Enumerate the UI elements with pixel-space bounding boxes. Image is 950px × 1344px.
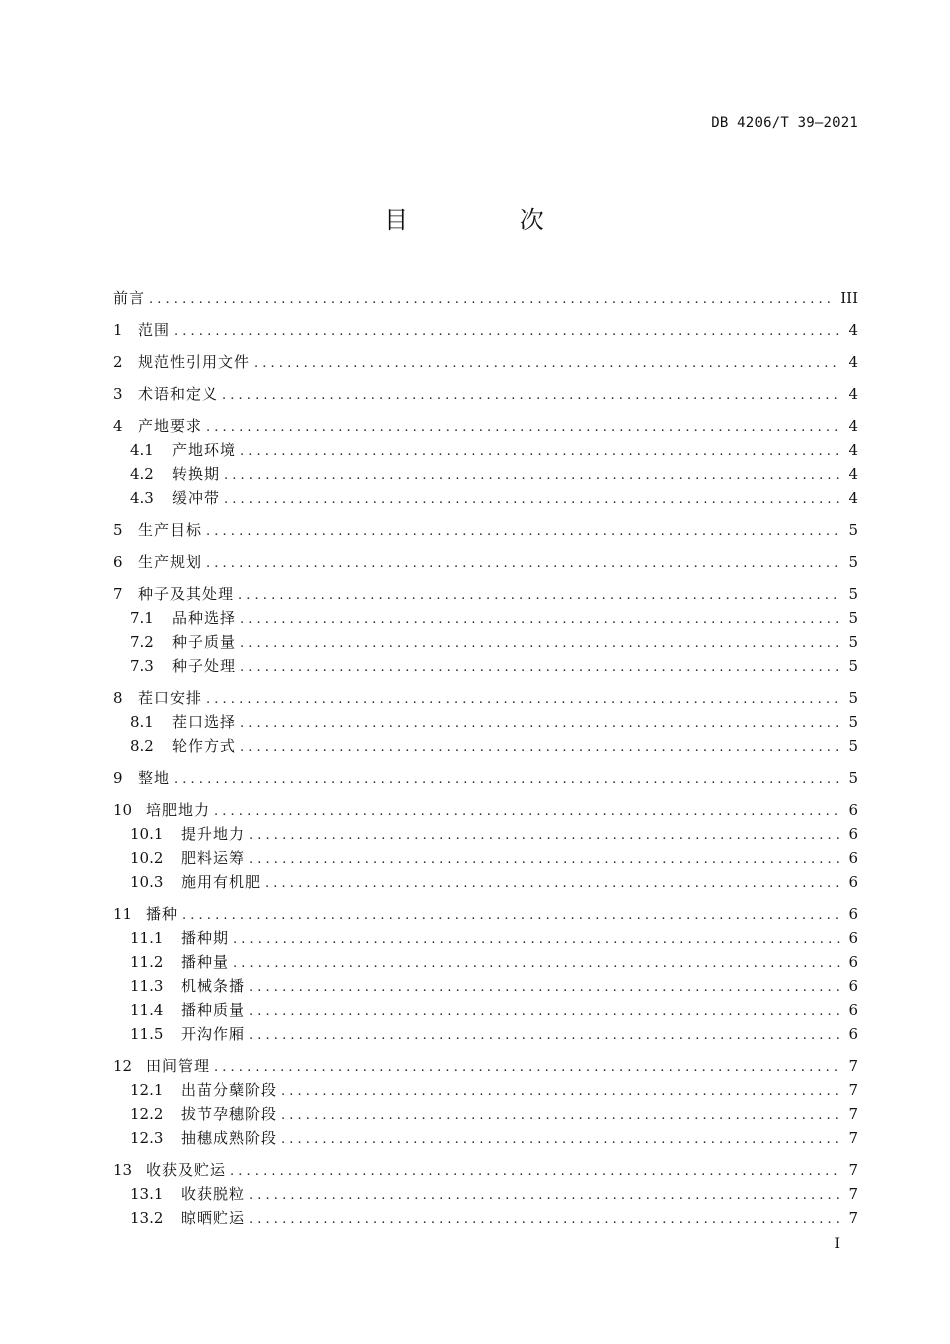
toc-entry[interactable] <box>113 582 858 606</box>
toc-entry[interactable] <box>113 1102 858 1126</box>
toc-leader-dots <box>281 1128 842 1152</box>
toc-leader-dots <box>249 1208 842 1232</box>
toc-entry-number: 13.2 <box>130 1209 164 1227</box>
toc-entry[interactable] <box>113 822 858 846</box>
toc-leader-dots <box>249 976 842 1000</box>
toc-entry-page: 5 <box>848 553 858 571</box>
toc-entry-title: 收获脱粒 <box>181 1185 246 1203</box>
toc-entry-page: 7 <box>848 1081 858 1099</box>
toc-entry-title: 播种质量 <box>181 1001 246 1019</box>
toc-entry[interactable] <box>113 686 858 710</box>
toc-entry-title: 范围 <box>138 321 171 339</box>
toc-entry[interactable] <box>113 414 858 438</box>
toc-entry-number: 10.3 <box>130 873 164 891</box>
toc-entry-title: 抽穗成熟阶段 <box>181 1129 278 1147</box>
toc-entry-page: 6 <box>848 953 858 971</box>
toc-entry-title: 拔节孕穗阶段 <box>181 1105 278 1123</box>
toc-leader-dots <box>214 1056 842 1080</box>
toc-entry[interactable] <box>113 1054 858 1078</box>
toc-entry-page: 5 <box>848 657 858 675</box>
toc-entry-title: 种子质量 <box>172 633 237 651</box>
table-of-contents <box>113 286 858 1230</box>
toc-entry-number: 11 <box>113 905 133 923</box>
toc-entry[interactable] <box>113 1078 858 1102</box>
toc-leader-dots <box>222 384 842 408</box>
toc-entry-title: 轮作方式 <box>172 737 237 755</box>
toc-entry-title: 种子及其处理 <box>138 585 235 603</box>
toc-leader-dots <box>206 688 842 712</box>
toc-entry[interactable] <box>113 550 858 574</box>
toc-leader-dots <box>174 320 842 344</box>
toc-entry-title: 培肥地力 <box>146 801 211 819</box>
toc-entry-page: 4 <box>848 417 858 435</box>
toc-entry-page: 7 <box>848 1185 858 1203</box>
toc-entry-page: 5 <box>848 769 858 787</box>
toc-entry[interactable] <box>113 870 858 894</box>
toc-leader-dots <box>149 288 834 312</box>
toc-entry-page: 4 <box>848 385 858 403</box>
toc-entry-number: 11.5 <box>130 1025 164 1043</box>
toc-entry-title: 田间管理 <box>146 1057 211 1075</box>
toc-entry-number: 8 <box>113 689 123 707</box>
toc-leader-dots <box>224 464 842 488</box>
toc-entry[interactable] <box>113 438 858 462</box>
toc-entry[interactable] <box>113 654 858 678</box>
toc-entry-title: 转换期 <box>172 465 221 483</box>
toc-entry-title: 收获及贮运 <box>146 1161 227 1179</box>
toc-leader-dots <box>206 416 842 440</box>
toc-entry-title: 生产规划 <box>138 553 203 571</box>
toc-entry-number: 13 <box>113 1161 133 1179</box>
toc-entry-page: 7 <box>848 1057 858 1075</box>
toc-entry-title: 产地要求 <box>138 417 203 435</box>
toc-entry[interactable] <box>113 766 858 790</box>
toc-entry-page: 4 <box>848 489 858 507</box>
toc-entry-number: 11.4 <box>130 1001 164 1019</box>
toc-entry-title: 播种 <box>146 905 179 923</box>
toc-entry[interactable] <box>113 1158 858 1182</box>
toc-entry[interactable] <box>113 710 858 734</box>
toc-entry-page: 6 <box>848 849 858 867</box>
toc-entry-page: 5 <box>848 713 858 731</box>
toc-leader-dots <box>206 520 842 544</box>
toc-entry-number: 11.2 <box>130 953 164 971</box>
toc-leader-dots <box>240 736 842 760</box>
document-code: DB 4206/T 39—2021 <box>711 115 858 131</box>
toc-entry[interactable] <box>113 518 858 542</box>
toc-entry-title: 规范性引用文件 <box>138 353 251 371</box>
toc-entry-title: 开沟作厢 <box>181 1025 246 1043</box>
toc-leader-dots <box>249 1000 842 1024</box>
toc-entry-page: 6 <box>848 1001 858 1019</box>
toc-leader-dots <box>240 440 842 464</box>
toc-entry-number: 7.1 <box>130 609 154 627</box>
toc-entry-page: 5 <box>848 633 858 651</box>
toc-entry-page: 7 <box>848 1209 858 1227</box>
toc-entry-title: 提升地力 <box>181 825 246 843</box>
toc-leader-dots <box>182 904 842 928</box>
toc-entry-page: 5 <box>848 521 858 539</box>
toc-entry-title: 施用有机肥 <box>181 873 262 891</box>
toc-leader-dots <box>240 712 842 736</box>
toc-entry-title: 术语和定义 <box>138 385 219 403</box>
toc-entry-page: 4 <box>848 441 858 459</box>
toc-entry[interactable] <box>113 1206 858 1230</box>
toc-leader-dots <box>214 800 842 824</box>
toc-entry-title: 机械条播 <box>181 977 246 995</box>
toc-entry-number: 4.1 <box>130 441 154 459</box>
toc-entry-number: 1 <box>113 321 123 339</box>
toc-entry-page: 6 <box>848 929 858 947</box>
toc-entry-title: 肥料运筹 <box>181 849 246 867</box>
page-title: 目 次 <box>384 206 596 234</box>
toc-entry-title: 播种期 <box>181 929 230 947</box>
toc-entry-title: 缓冲带 <box>172 489 221 507</box>
toc-entry[interactable] <box>113 1022 858 1046</box>
toc-leader-dots <box>233 952 842 976</box>
toc-entry-number: 6 <box>113 553 123 571</box>
toc-entry[interactable] <box>113 630 858 654</box>
toc-entry-number: 8.2 <box>130 737 154 755</box>
toc-entry-number: 7.3 <box>130 657 154 675</box>
toc-entry-title: 茬口选择 <box>172 713 237 731</box>
toc-leader-dots <box>249 848 842 872</box>
toc-entry-number: 4.3 <box>130 489 154 507</box>
toc-leader-dots <box>249 1184 842 1208</box>
toc-leader-dots <box>254 352 842 376</box>
toc-leader-dots <box>249 1024 842 1048</box>
toc-leader-dots <box>240 608 842 632</box>
toc-leader-dots <box>281 1104 842 1128</box>
toc-entry-number: 3 <box>113 385 123 403</box>
toc-entry-page: 5 <box>848 737 858 755</box>
toc-entry-number: 11.1 <box>130 929 164 947</box>
toc-entry-page: 6 <box>848 905 858 923</box>
toc-entry-page: 6 <box>848 1025 858 1043</box>
toc-entry-title: 出苗分蘖阶段 <box>181 1081 278 1099</box>
toc-entry-title: 产地环境 <box>172 441 237 459</box>
toc-entry[interactable] <box>113 286 858 310</box>
toc-entry-title: 整地 <box>138 769 171 787</box>
toc-leader-dots <box>281 1080 842 1104</box>
toc-entry-page: 5 <box>848 585 858 603</box>
toc-entry-number: 12.2 <box>130 1105 164 1123</box>
toc-entry-title: 种子处理 <box>172 657 237 675</box>
toc-leader-dots <box>230 1160 842 1184</box>
toc-entry-title: 茬口安排 <box>138 689 203 707</box>
toc-entry-number: 7 <box>113 585 123 603</box>
toc-entry-number: 7.2 <box>130 633 154 651</box>
toc-entry-number: 4 <box>113 417 123 435</box>
toc-entry-page: 4 <box>848 465 858 483</box>
toc-entry[interactable] <box>113 318 858 342</box>
toc-entry[interactable] <box>113 462 858 486</box>
toc-entry-page: 7 <box>848 1129 858 1147</box>
toc-entry[interactable] <box>113 1182 858 1206</box>
toc-entry-page: 5 <box>848 609 858 627</box>
toc-entry-title: 前言 <box>113 289 146 307</box>
page-number: I <box>834 1236 840 1252</box>
toc-entry-number: 10 <box>113 801 133 819</box>
toc-entry-number: 8.1 <box>130 713 154 731</box>
toc-entry-number: 12.1 <box>130 1081 164 1099</box>
toc-entry[interactable] <box>113 950 858 974</box>
toc-leader-dots <box>224 488 842 512</box>
toc-entry[interactable] <box>113 974 858 998</box>
toc-entry-number: 11.3 <box>130 977 164 995</box>
toc-entry-page: 5 <box>848 689 858 707</box>
toc-entry-page: 4 <box>848 321 858 339</box>
toc-entry-title: 生产目标 <box>138 521 203 539</box>
toc-leader-dots <box>238 584 842 608</box>
toc-leader-dots <box>206 552 842 576</box>
toc-entry-page: 6 <box>848 801 858 819</box>
toc-entry[interactable] <box>113 998 858 1022</box>
toc-entry-page: III <box>840 289 858 307</box>
toc-entry-number: 9 <box>113 769 123 787</box>
toc-leader-dots <box>240 632 842 656</box>
toc-entry[interactable] <box>113 382 858 406</box>
toc-entry-number: 2 <box>113 353 123 371</box>
toc-entry-number: 12.3 <box>130 1129 164 1147</box>
toc-entry[interactable] <box>113 926 858 950</box>
toc-entry-page: 7 <box>848 1105 858 1123</box>
toc-leader-dots <box>265 872 842 896</box>
toc-entry[interactable] <box>113 902 858 926</box>
toc-entry-title: 播种量 <box>181 953 230 971</box>
toc-entry-title: 品种选择 <box>172 609 237 627</box>
toc-entry-number: 12 <box>113 1057 133 1075</box>
toc-leader-dots <box>240 656 842 680</box>
toc-entry-number: 10.2 <box>130 849 164 867</box>
toc-entry-number: 5 <box>113 521 123 539</box>
toc-entry[interactable] <box>113 486 858 510</box>
toc-entry-page: 6 <box>848 977 858 995</box>
toc-leader-dots <box>249 824 842 848</box>
toc-entry[interactable] <box>113 798 858 822</box>
toc-entry-number: 10.1 <box>130 825 164 843</box>
toc-entry-title: 晾晒贮运 <box>181 1209 246 1227</box>
toc-entry[interactable] <box>113 606 858 630</box>
toc-entry-number: 4.2 <box>130 465 154 483</box>
toc-leader-dots <box>233 928 842 952</box>
toc-entry[interactable] <box>113 350 858 374</box>
toc-entry[interactable] <box>113 734 858 758</box>
toc-entry-number: 13.1 <box>130 1185 164 1203</box>
toc-entry-page: 6 <box>848 825 858 843</box>
toc-entry[interactable] <box>113 1126 858 1150</box>
toc-entry-page: 4 <box>848 353 858 371</box>
toc-leader-dots <box>174 768 842 792</box>
toc-entry-page: 7 <box>848 1161 858 1179</box>
toc-entry-page: 6 <box>848 873 858 891</box>
toc-entry[interactable] <box>113 846 858 870</box>
